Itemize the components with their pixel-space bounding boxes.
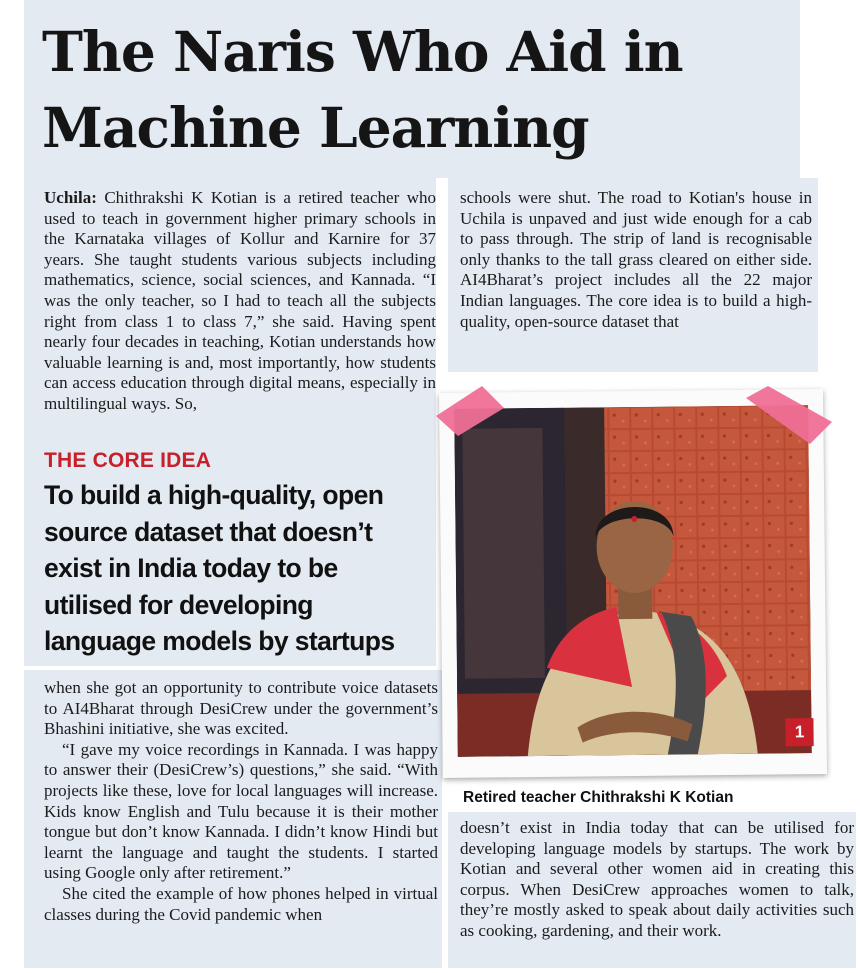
quote-line: source dataset that doesn’t [44,516,373,547]
core-idea-quote [44,477,434,660]
tape-right [738,382,838,452]
article-paragraph: “I gave my voice recordings in Kannada. I was happy to answer their (DesiCrew’s) questions,” she said. “With projects like these, love for local languages will increase. Kids know English and Tulu because it is their mother tongue but don’t know Kannada. I didn’t know Hindi but learnt the language and taught the students. I started using Google only after retirement.” [44,739,438,883]
tape-left [430,378,510,438]
core-idea-kicker: THE CORE IDEA [44,449,212,472]
photo-caption: Retired teacher Chithrakshi K Kotian [463,789,734,806]
quote-line: language models by startups [44,626,395,656]
article-paragraph: when she got an opportunity to contribute voice datasets to AI4Bharat through DesiCrew under the government’s Bhashini initiative, she was excited. [44,678,438,739]
headline-line-1: The Naris Who Aid in [42,19,683,84]
article-paragraph: She cited the example of how phones helped in virtual classes during the Covid pandemic when [44,883,438,924]
article-column-left-top [44,188,436,415]
article-paragraph-lead [44,188,436,415]
dateline: Uchila: [44,188,97,207]
article-paragraph-continued: schools were shut. The road to Kotian's house in Uchila is unpaved and just wide enough for a cab to pass through. The strip of land is recognisable only thanks to the tall grass cleared on either side. AI4Bharat’s project includes all the 22 major Indian languages. The core idea is to build a high-quality, open-source dataset that [460,188,812,331]
article-column-right-top [460,188,812,332]
article-paragraph: doesn’t exist in India today that can be utilised for developing language models by startups. The work by Kotian and several other women aid in creating this corpus. When DesiCrew approaches women to talk, they’re mostly asked to speak about daily activities such as cooking, gardening, and their work. [460,818,854,940]
lead-text: Chithrakshi K Kotian is a retired teacher who used to teach in government higher primary schools in the Karnataka villages of Kollur and Karnire for 37 years. She taught students various subjects including mathematics, science, social sciences, and Kannada. “I was the only teacher, so I had to teach all the subjects right from class 1 to class 7,” she said. Having spent nearly four decades in teaching, Kotian understands how valuable learning is and, most importantly, how students can access education through digital means, especially in multilingual ways. So, [44,188,436,413]
quote-line: exist in India today to be [44,553,338,583]
headline-line-2: Machine Learning [42,95,589,160]
article-column-right-bottom [460,818,854,942]
quote-line: utilised for developing [44,589,313,620]
photo-number-badge: 1 [785,718,813,746]
headline [42,14,802,166]
quote-line: To build a high-quality, open [44,480,384,510]
portrait-photo [454,405,812,757]
article-column-left-bottom [44,678,438,925]
